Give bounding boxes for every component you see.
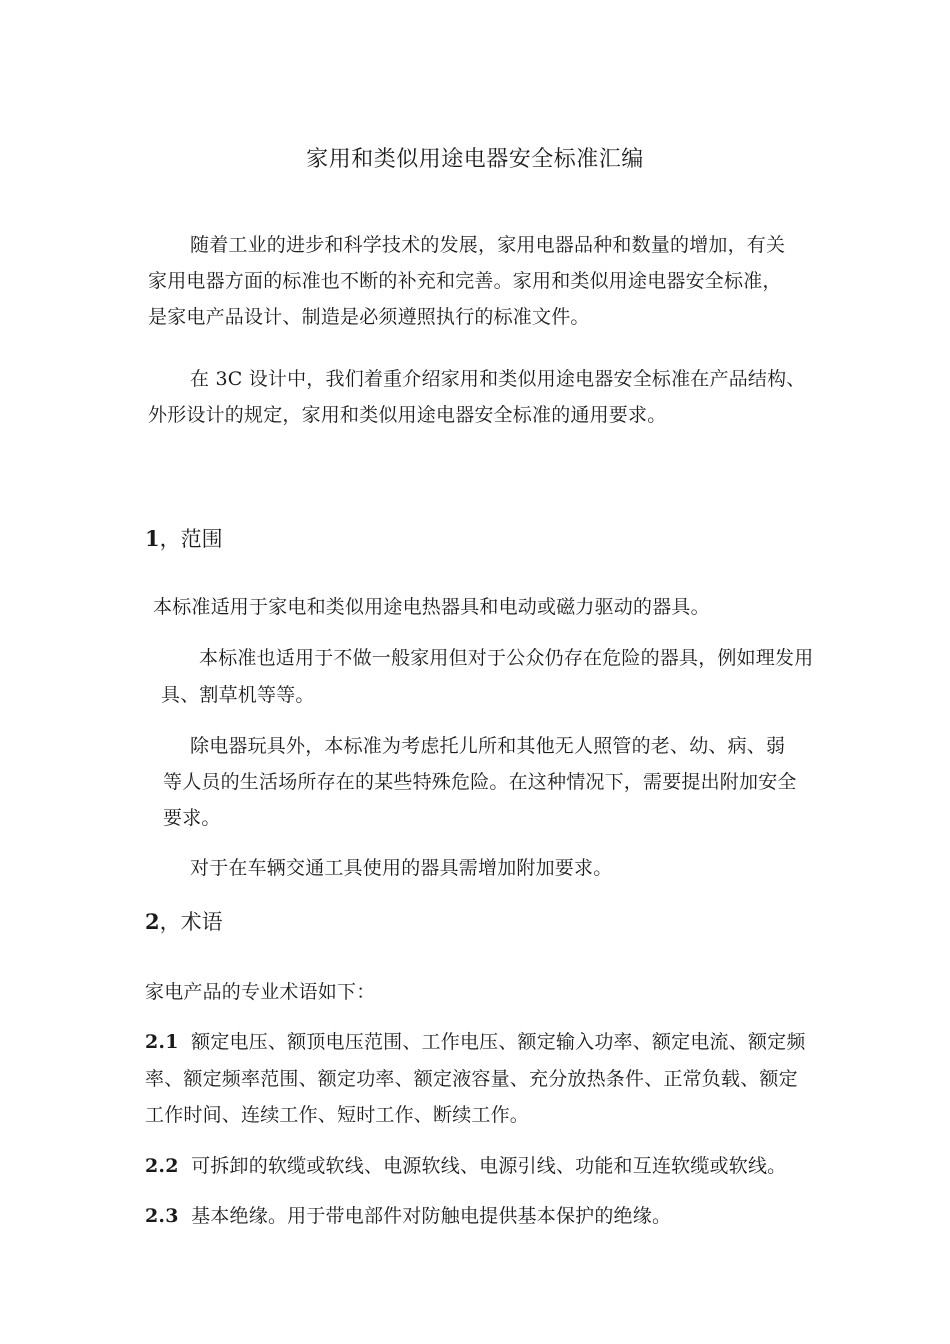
section-1-p3-line-2: 等人员的生活场所存在的某些特殊危险。在这种情况下，需要提出附加安全 bbox=[163, 771, 797, 793]
term-2-2-number: 2.2 bbox=[145, 1155, 179, 1177]
section-1-p2-line-1: 本标准也适用于不做一般家用但对于公众仍存在危险的器具，例如理发用 bbox=[199, 647, 814, 669]
term-2-3-text: 基本绝缘。用于带电部件对防触电提供基本保护的绝缘。 bbox=[191, 1205, 672, 1227]
intro-p1-line-2: 家用电器方面的标准也不断的补充和完善。家用和类似用途电器安全标准， bbox=[148, 270, 782, 292]
term-2-1-line-2: 率、额定频率范围、额定功率、额定液容量、充分放热条件、正常负载、额定 bbox=[145, 1068, 798, 1090]
term-2-1-line-3: 工作时间、连续工作、短时工作、断续工作。 bbox=[145, 1104, 530, 1126]
intro-p2-line-2: 外形设计的规定，家用和类似用途电器安全标准的通用要求。 bbox=[148, 404, 667, 426]
section-2-title: 术语 bbox=[180, 910, 223, 934]
section-1-title: 范围 bbox=[180, 527, 223, 551]
term-2-1-line-1 bbox=[145, 1030, 806, 1054]
section-1-p2-line-2: 具、割草机等等。 bbox=[161, 684, 315, 706]
term-2-1-text-1: 额定电压、额顶电压范围、工作电压、额定输入功率、额定电流、额定频 bbox=[191, 1031, 806, 1053]
document-title: 家用和类似用途电器安全标准汇编 bbox=[306, 147, 644, 172]
intro-p1-line-3: 是家电产品设计、制造是必须遵照执行的标准文件。 bbox=[148, 306, 590, 328]
section-2-heading bbox=[145, 909, 223, 935]
intro-p2-line-1: 在 3C 设计中，我们着重介绍家用和类似用途电器安全标准在产品结构、 bbox=[190, 368, 806, 390]
section-1-heading bbox=[145, 526, 223, 552]
section-2-intro: 家电产品的专业术语如下： bbox=[145, 981, 376, 1003]
section-1-p3-line-3: 要求。 bbox=[163, 807, 221, 829]
section-1-separator: ， bbox=[159, 527, 181, 551]
section-1-p1: 本标准适用于家电和类似用途电热器具和电动或磁力驱动的器具。 bbox=[153, 596, 710, 618]
section-1-p4: 对于在车辆交通工具使用的器具需增加附加要求。 bbox=[190, 857, 613, 879]
section-1-p3-line-1: 除电器玩具外，本标准为考虑托儿所和其他无人照管的老、幼、病、弱 bbox=[190, 735, 786, 757]
term-2-3-number: 2.3 bbox=[145, 1205, 179, 1227]
section-2-separator: ， bbox=[159, 910, 181, 934]
section-1-number: 1 bbox=[145, 526, 160, 551]
term-2-1-number: 2.1 bbox=[145, 1031, 179, 1053]
intro-p1-line-1: 随着工业的进步和科学技术的发展，家用电器品种和数量的增加，有关 bbox=[190, 234, 786, 256]
term-2-2-text: 可拆卸的软缆或软线、电源软线、电源引线、功能和互连软缆或软线。 bbox=[191, 1155, 787, 1177]
term-2-2-line bbox=[145, 1154, 786, 1178]
section-2-number: 2 bbox=[145, 909, 160, 934]
term-2-3-line bbox=[145, 1204, 671, 1228]
